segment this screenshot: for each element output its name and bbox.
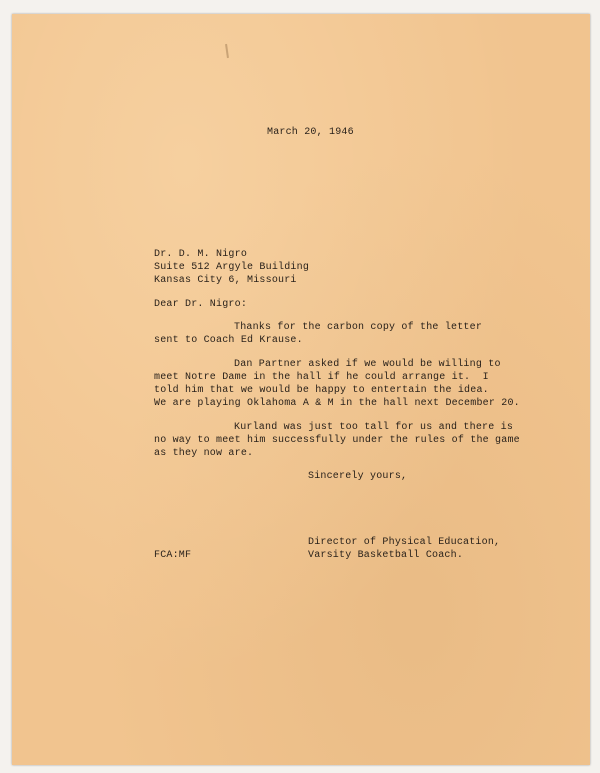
paragraph-2-line-2: meet Notre Dame in the hall if he could arrange it. I	[154, 372, 489, 383]
paragraph-3-line-2: no way to meet him successfully under the rules of the game	[154, 435, 520, 446]
paragraph-2-line-4: We are playing Oklahoma A & M in the hall next December 20.	[154, 398, 520, 409]
paragraph-1-line-1: Thanks for the carbon copy of the letter	[234, 322, 483, 333]
letter-page	[12, 14, 590, 765]
closing: Sincerely yours,	[308, 471, 408, 482]
paragraph-2-line-1: Dan Partner asked if we would be willing to	[234, 359, 501, 370]
paragraph-1-line-2: sent to Coach Ed Krause.	[154, 335, 303, 346]
recipient-city: Kansas City 6, Missouri	[154, 275, 297, 286]
signature-title-line-1: Director of Physical Education,	[308, 537, 501, 548]
pencil-mark	[225, 44, 229, 58]
letter-date: March 20, 1946	[267, 127, 354, 138]
signature-title-line-2: Varsity Basketball Coach.	[308, 550, 464, 561]
recipient-name: Dr. D. M. Nigro	[154, 249, 248, 260]
paragraph-2-line-3: told him that we would be happy to entertain the idea.	[154, 385, 489, 396]
recipient-street: Suite 512 Argyle Building	[154, 262, 310, 273]
paragraph-3-line-1: Kurland was just too tall for us and there is	[234, 422, 514, 433]
salutation: Dear Dr. Nigro:	[154, 299, 248, 310]
paragraph-3-line-3: as they now are.	[154, 448, 254, 459]
typist-initials: FCA:MF	[154, 550, 192, 561]
